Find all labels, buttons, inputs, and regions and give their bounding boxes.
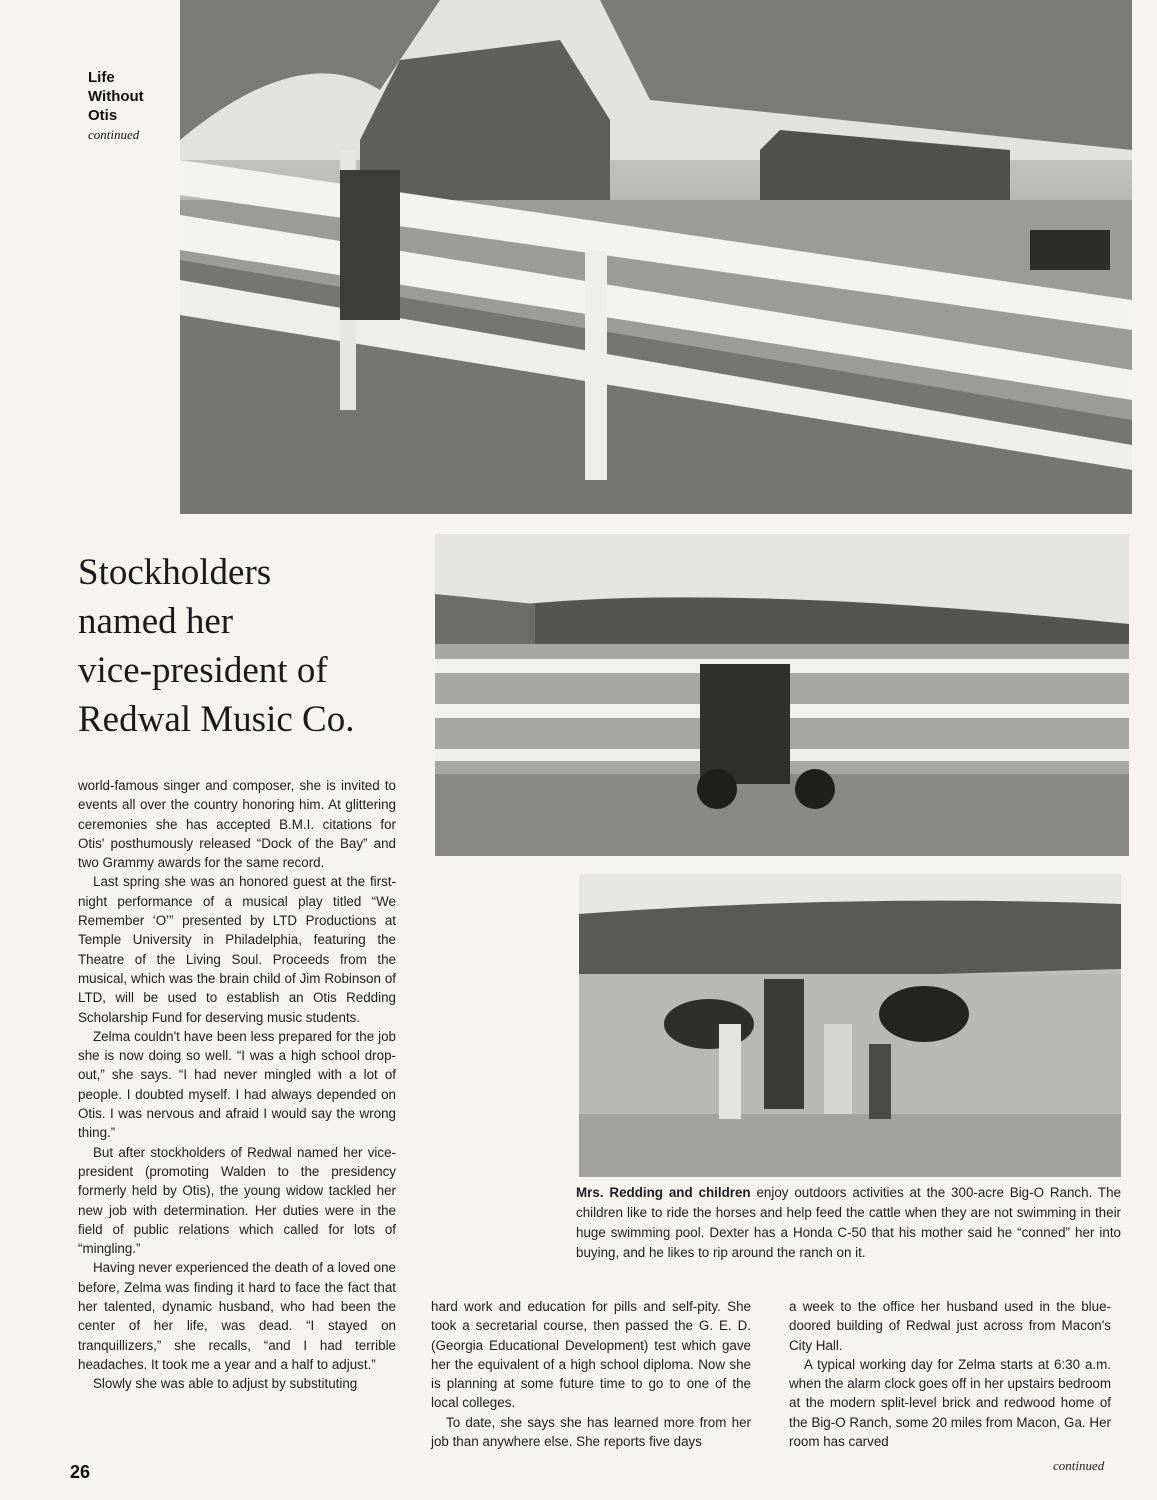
photo-caption [576, 1183, 1121, 1263]
body-paragraph: hard work and education for pills and self-pity. She took a secretarial course, then passed the G. E. D. (Georgia Educational Development) test which gave her the equivalent of a high school diploma. Now she is planning at some future time to go to one of the local colleges. [431, 1299, 751, 1411]
photo-children-minibike [435, 534, 1129, 856]
body-paragraph: To date, she says she has learned more from her job than anywhere else. She reports five days [431, 1414, 751, 1450]
article-column-left [78, 776, 396, 1394]
body-paragraph: Zelma couldn't have been less prepared for the job she is now doing so well. “I was a high school drop-out,” she says. “I had never mingled with a lot of people. I doubted myself. I had always depended on Otis. I was nervous and afraid I would say the wrong thing.” [78, 1028, 396, 1141]
article-headline [78, 548, 428, 744]
kicker-line: Without [88, 88, 144, 105]
body-paragraph: Last spring she was an honored guest at the first-night performance of a musical play titled “We Remember ‘O’” presented by LTD Productions at Temple University in Philadelphia, featuring the Theatre of the Living Soul. Proceeds from the musical, which was the brain child of Jim Robinson of LTD, will be used to establish an Otis Redding Scholarship Fund for deserving music students. [78, 874, 396, 1025]
article-column-middle [431, 1297, 751, 1451]
photo-children-fence-barn [180, 0, 1132, 514]
photo-minibike-graphic [435, 534, 1129, 856]
kicker-continued: continued [88, 127, 140, 142]
headline-line: Stockholders [78, 552, 272, 593]
body-paragraph: Slowly she was able to adjust by substituting [93, 1376, 358, 1392]
photo-horses-graphic [579, 874, 1121, 1177]
section-kicker [88, 68, 178, 144]
body-paragraph: Having never experienced the death of a loved one before, Zelma was finding it hard to face the fact that her talented, dynamic husband, who had been the center of her life, was dead. “I stayed on tranquillizers,” she recalls, “and I had terrible headaches. It took me a year and a half to adjust.” [78, 1260, 396, 1372]
page-number: 26 [70, 1462, 91, 1482]
caption-text: enjoy outdoors activities at the 300-acre Big-O Ranch. The children like to ride the horses and help feed the cattle when they are not swimming in their huge swimming pool. Dexter has a Honda C-50 that his mother said he “conned” her into buying, and he likes to rip around the ranch on it. [576, 1185, 1121, 1260]
body-paragraph: world-famous singer and composer, she is invited to events all over the country honoring him. At glittering ceremonies she has accepted B.M.I. citations for Otis' posthumously released “Dock of the Bay” and two Grammy awards for the same record. [78, 778, 396, 871]
body-paragraph: A typical working day for Zelma starts at 6:30 a.m. when the alarm clock goes off in her upstairs bedroom at the modern split-level brick and redwood home of the Big-O Ranch, some 20 miles from Macon, Ga. Her room has carved [789, 1356, 1111, 1450]
body-paragraph: But after stockholders of Redwal named her vice-president (promoting Walden to the presidency formerly held by Otis), the young widow tackled her new job with determination. Her duties were in the field of public relations which called for lots of “mingling.” [78, 1144, 396, 1257]
headline-line: named her [78, 601, 234, 642]
photo-mother-children-horses [579, 874, 1121, 1177]
article-column-right [789, 1297, 1111, 1451]
kicker-line: Otis [88, 107, 118, 124]
body-paragraph: a week to the office her husband used in the blue-doored building of Redwal just across from Macon's City Hall. [789, 1299, 1111, 1353]
caption-lead: Mrs. Redding and children [576, 1185, 751, 1200]
headline-line: vice-president of [78, 650, 328, 691]
continued-label: continued [1053, 1458, 1105, 1473]
photo-fence-barn-graphic [180, 0, 1132, 514]
kicker-line: Life [88, 69, 115, 86]
headline-line: Redwal Music Co. [78, 699, 355, 740]
